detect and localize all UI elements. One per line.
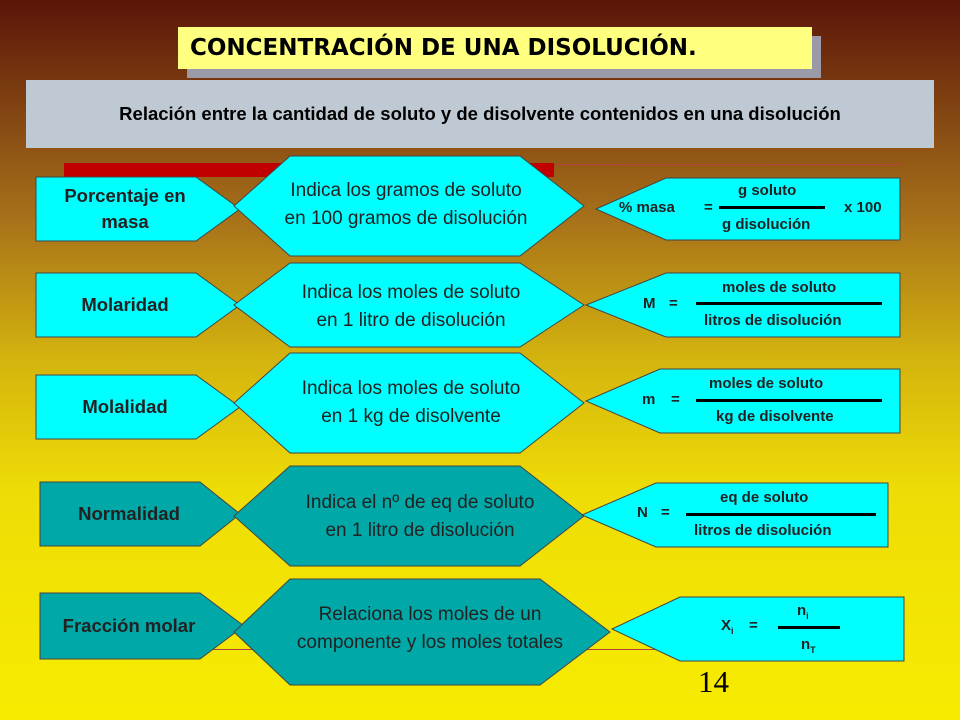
label-fraccion-molar: Fracción molar: [62, 615, 196, 636]
description-normalidad: Indica el nº de eq de soluto en 1 litro de disolución: [305, 492, 535, 541]
formula-numerator-porcentaje: g soluto: [738, 182, 797, 199]
formula-eq-molalidad: =: [671, 391, 680, 408]
formula-numerator-molaridad: moles de soluto: [722, 279, 837, 296]
formula-shape-fraccion: [612, 597, 904, 661]
formula-eq-fraccion: =: [749, 617, 758, 634]
fraction-bar-porcentaje: [719, 206, 825, 209]
formula-numerator-molalidad: moles de soluto: [709, 375, 824, 392]
description-porcentaje-en-masa: Indica los gramos de soluto en 100 gramos de disolución: [284, 180, 528, 229]
formula-denominator-normalidad: litros de disolución: [694, 522, 832, 539]
description-molalidad: Indica los moles de soluto en 1 kg de disolvente: [301, 378, 521, 427]
formula-lhs-porcentaje: % masa: [619, 199, 675, 216]
fraction-bar-molalidad: [696, 399, 882, 402]
formula-lhs-molalidad: m: [642, 391, 656, 408]
label-molalidad: Molalidad: [82, 396, 168, 417]
fraction-bar-normalidad: [686, 513, 876, 516]
page-title: CONCENTRACIÓN DE UNA DISOLUCIÓN.: [178, 27, 812, 69]
label-molaridad: Molaridad: [81, 294, 169, 315]
formula-eq-molaridad: =: [669, 295, 678, 312]
formula-lhs-fraccion: $X_i$: [721, 617, 734, 636]
description-molaridad: Indica los moles de soluto en 1 litro de disolución: [301, 282, 521, 331]
formula-denominator-porcentaje: g disolución: [722, 216, 811, 233]
description-fraccion-molar: Relaciona los moles de un componente y los moles totales: [296, 604, 564, 653]
formula-numerator-normalidad: eq de soluto: [720, 489, 809, 506]
formula-denominator-fraccion: $n_T$: [801, 636, 816, 655]
formula-denominator-molalidad: kg de disolvente: [716, 408, 834, 425]
formula-eq-porcentaje: =: [704, 199, 713, 216]
formula-suffix-porcentaje: x 100: [844, 199, 882, 216]
label-porcentaje-en-masa: Porcentaje en masa: [64, 185, 186, 232]
formula-denominator-molaridad: litros de disolución: [704, 312, 842, 329]
page-number: 14: [698, 664, 729, 699]
formula-eq-normalidad: =: [661, 504, 670, 521]
formula-numerator-fraccion: $n_i$: [797, 602, 809, 621]
fraction-bar-molaridad: [696, 302, 882, 305]
formula-lhs-molaridad: M: [643, 295, 656, 312]
formula-lhs-normalidad: N: [637, 504, 648, 521]
label-normalidad: Normalidad: [78, 503, 180, 524]
fraction-bar-fraccion: [778, 626, 840, 629]
subtitle: Relación entre la cantidad de soluto y de disolvente contenidos en una disolución: [26, 80, 934, 148]
